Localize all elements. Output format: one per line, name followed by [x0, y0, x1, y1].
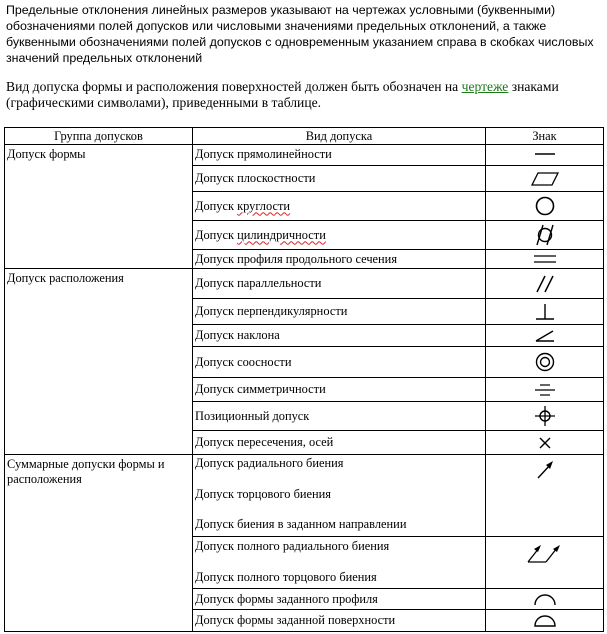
table-row	[5, 455, 604, 537]
position-icon	[486, 402, 604, 431]
runout-icon	[486, 455, 604, 537]
straightness-icon	[486, 145, 604, 166]
kind-prefix: Допуск	[195, 227, 238, 242]
group-form: Допуск формы	[5, 145, 193, 269]
kind-line: Допуск биения в заданном направлении	[195, 517, 407, 531]
profile-of-surface-icon	[486, 610, 604, 632]
kind-spelled: цилиндричности	[237, 227, 326, 242]
kind-cell: Допуск параллельности	[193, 269, 486, 299]
symmetry-icon	[486, 378, 604, 402]
paragraph-text-end: знаками (графическими символами), приведенными в таблице.	[6, 79, 559, 110]
header-group: Группа допусков	[5, 128, 193, 145]
table-header-row	[5, 128, 604, 145]
perpendicularity-icon	[486, 299, 604, 325]
axes-intersection-icon	[486, 431, 604, 455]
kind-cell	[193, 455, 486, 537]
kind-prefix: Допуск	[195, 198, 238, 213]
kind-cell	[193, 192, 486, 221]
kind-cell: Допуск наклона	[193, 325, 486, 347]
kind-cell: Допуск соосности	[193, 347, 486, 378]
kind-cell	[193, 537, 486, 589]
coaxiality-icon	[486, 347, 604, 378]
kind-cell: Допуск формы заданной поверхности	[193, 610, 486, 632]
paragraph-text: Вид допуска формы и расположения поверхностей должен быть обозначен на	[6, 79, 462, 94]
kind-cell: Допуск перпендикулярности	[193, 299, 486, 325]
kind-line: Допуск радиального биения	[195, 456, 344, 470]
kind-cell	[193, 221, 486, 250]
drawing-link[interactable]: чертеже	[461, 79, 509, 94]
kind-cell: Допуск симметричности	[193, 378, 486, 402]
intro-text	[6, 2, 602, 66]
roundness-icon	[486, 192, 604, 221]
group-location: Допуск расположения	[5, 269, 193, 455]
header-kind: Вид допуска	[193, 128, 486, 145]
header-symbol: Знак	[486, 128, 604, 145]
group-combined: Суммарные допуски формы и расположения	[5, 455, 193, 632]
kind-cell: Допуск пересечения, осей	[193, 431, 486, 455]
longitudinal-profile-icon	[486, 250, 604, 269]
profile-of-line-icon	[486, 589, 604, 610]
kind-spelled: круглости	[237, 198, 291, 213]
kind-cell: Допуск формы заданного профиля	[193, 589, 486, 610]
table-row	[5, 269, 604, 299]
kind-line: Допуск полного торцового биения	[195, 569, 377, 584]
total-runout-icon	[486, 537, 604, 589]
parallelism-icon	[486, 269, 604, 299]
kind-line: Допуск торцового биения	[195, 486, 331, 501]
table-row	[5, 145, 604, 166]
kind-cell: Позиционный допуск	[193, 402, 486, 431]
cylindricity-icon	[486, 221, 604, 250]
kind-line: Допуск полного радиального биения	[195, 539, 390, 553]
tolerance-table	[4, 127, 604, 632]
kind-cell: Допуск профиля продольного сечения	[193, 250, 486, 269]
symbols-paragraph	[6, 79, 602, 111]
flatness-icon	[486, 166, 604, 192]
kind-cell: Допуск плоскостности	[193, 166, 486, 192]
angularity-icon	[486, 325, 604, 347]
kind-cell: Допуск прямолинейности	[193, 145, 486, 166]
intro-paragraph: Предельные отклонения линейных размеров указывают на чертежах условными (буквенными) обозначениями полей допусков или числовыми значениями предельных отклонений, а также буквенными обозначениями полей допусков с одновременным указанием справа в скобках числовых значений предельных отклонений	[6, 3, 594, 65]
